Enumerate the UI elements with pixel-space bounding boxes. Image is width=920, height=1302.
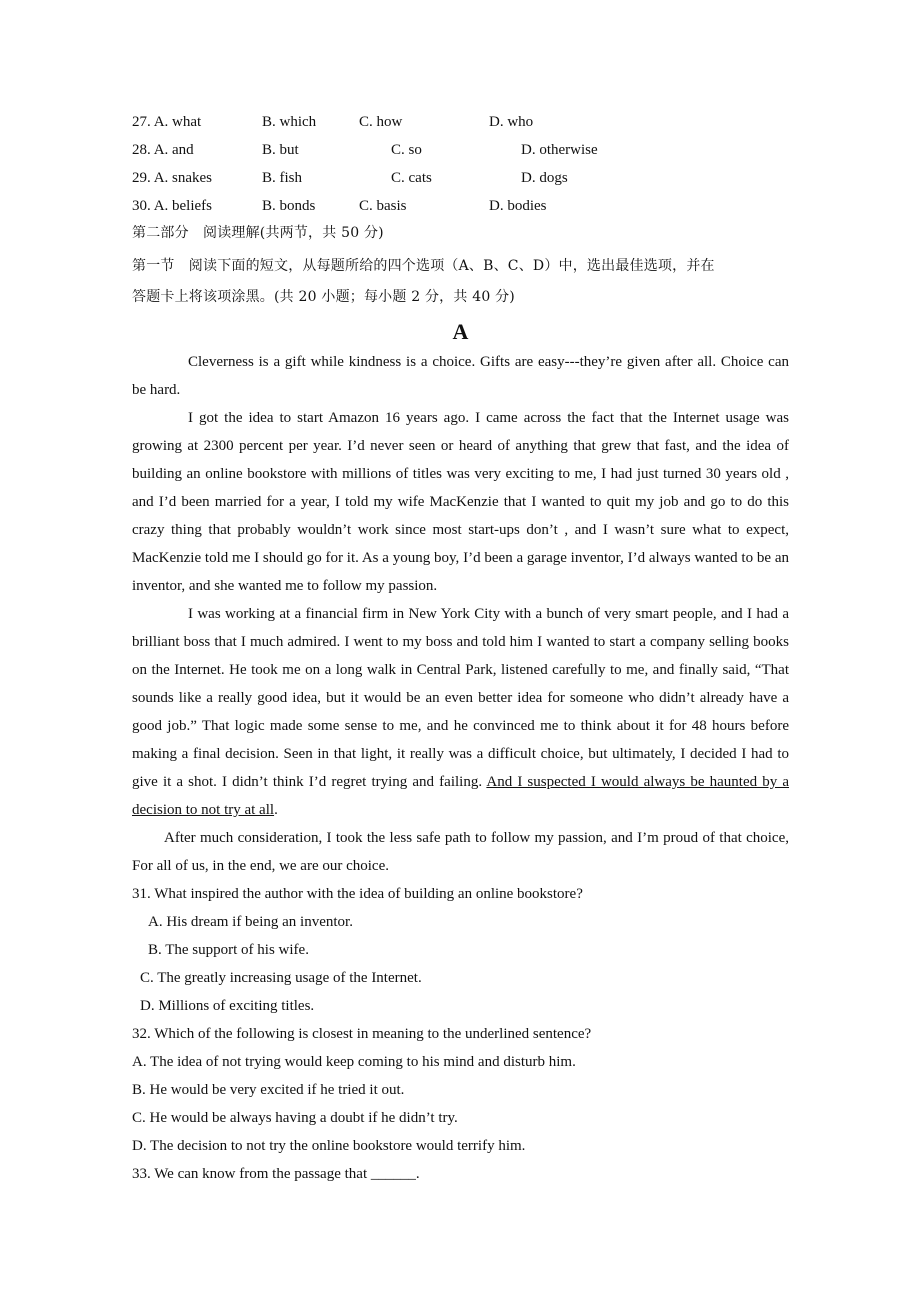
option-c: C. cats xyxy=(391,170,432,186)
option-a-text: A. beliefs xyxy=(153,198,213,214)
option-c: C. how xyxy=(359,114,403,130)
option-b: B. which xyxy=(262,114,317,130)
question-32-stem: 32. Which of the following is closest in meaning to the underlined sentence? xyxy=(132,1026,592,1042)
cloze-row-27 xyxy=(132,108,789,136)
option-b: B. bonds xyxy=(262,198,316,214)
question-number: 30. xyxy=(132,198,151,214)
option-c: C. basis xyxy=(359,198,407,214)
passage-paragraph-4: After much consideration, I took the less safe path to follow my passion, and I’m proud of that choice, For all of us, in the end, we are our choice. xyxy=(132,830,789,874)
question-32-option-b: B. He would be very excited if he tried it out. xyxy=(132,1082,405,1098)
question-32-option-a: A. The idea of not trying would keep coming to his mind and disturb him. xyxy=(132,1054,576,1070)
question-32-option-c: C. He would be always having a doubt if he didn’t try. xyxy=(132,1110,458,1126)
passage-title: A xyxy=(452,319,469,344)
option-a xyxy=(132,164,212,192)
passage-paragraph-3-text: I was working at a financial firm in New York City with a bunch of very smart people, and I had a brilliant boss that I much admired. I went to my boss and told him I wanted to start a company selling books on the Internet. He took me on a long walk in Central Park, listened carefully to me, and finally said, “That sounds like a really good idea, but it would be an even better idea for someone who didn’t already have a good job.” That logic made some sense to me, and he convinced me to think about it for 48 hours before making a final decision. Seen in that light, it really was a difficult choice, but ultimately, I decided I had to give it a shot. I didn’t think I’d regret trying and failing. xyxy=(132,606,789,790)
question-31-option-c: C. The greatly increasing usage of the Internet. xyxy=(140,970,422,986)
question-number: 29. xyxy=(132,170,151,186)
option-b: B. fish xyxy=(262,170,303,186)
passage-paragraph-2: I got the idea to start Amazon 16 years ago. I came across the fact that the Internet usage was growing at 2300 percent per year. I’d never seen or heard of anything that grew that fast, and the idea of building an online bookstore with millions of titles was very exciting to me, I had just turned 30 years old , and I’d been married for a year, I told my wife MacKenzie that I wanted to quit my job and go to do this crazy thing that probably wouldn’t work since most start-ups don’t , and I wasn’t sure what to expect, MacKenzie told me I should go for it. As a young boy, I’d been a garage inventor, I’d always wanted to be an inventor, and she wanted me to follow my passion. xyxy=(132,410,789,594)
part-two-heading: 第二部分 阅读理解(共两节，共 50 分) xyxy=(132,225,384,241)
option-c: C. so xyxy=(391,142,422,158)
option-a-text: A. snakes xyxy=(153,170,213,186)
option-d: D. bodies xyxy=(489,198,547,214)
option-a-text: A. what xyxy=(153,114,202,130)
question-31-option-b: B. The support of his wife. xyxy=(148,942,309,958)
question-number: 27. xyxy=(132,114,151,130)
question-31-option-a: A. His dream if being an inventor. xyxy=(148,914,353,930)
cloze-row-30 xyxy=(132,192,789,220)
option-a-text: A. and xyxy=(153,142,194,158)
cloze-row-28 xyxy=(132,136,789,164)
option-b: B. but xyxy=(262,142,299,158)
question-33-stem: 33. We can know from the passage that ______. xyxy=(132,1166,420,1182)
section-one-instructions-line2: 答题卡上将该项涂黑。(共 20 小题；每小题 2 分，共 40 分) xyxy=(132,289,515,305)
option-a xyxy=(132,136,194,164)
cloze-row-29 xyxy=(132,164,789,192)
option-d: D. dogs xyxy=(521,170,568,186)
option-a xyxy=(132,192,212,220)
passage-paragraph-1: Cleverness is a gift while kindness is a choice. Gifts are easy---they’re given after all. Choice can be hard. xyxy=(132,354,789,398)
option-d: D. otherwise xyxy=(521,142,598,158)
passage-paragraph-3 xyxy=(132,600,789,824)
underlined-sentence-period: . xyxy=(274,802,278,818)
question-number: 28. xyxy=(132,142,151,158)
question-31-stem: 31. What inspired the author with the idea of building an online bookstore? xyxy=(132,886,583,902)
cloze-options xyxy=(132,108,789,220)
option-a xyxy=(132,108,201,136)
option-d: D. who xyxy=(489,114,534,130)
exam-page xyxy=(132,108,789,1188)
question-32-option-d: D. The decision to not try the online bookstore would terrify him. xyxy=(132,1138,526,1154)
question-31-option-d: D. Millions of exciting titles. xyxy=(140,998,315,1014)
section-one-instructions-line1: 第一节 阅读下面的短文，从每题所给的四个选项（A、B、C、D）中，选出最佳选项，并在 xyxy=(132,258,715,274)
underlined-sentence: And I suspected I would always be haunted by a decision to not try at all xyxy=(132,774,789,818)
